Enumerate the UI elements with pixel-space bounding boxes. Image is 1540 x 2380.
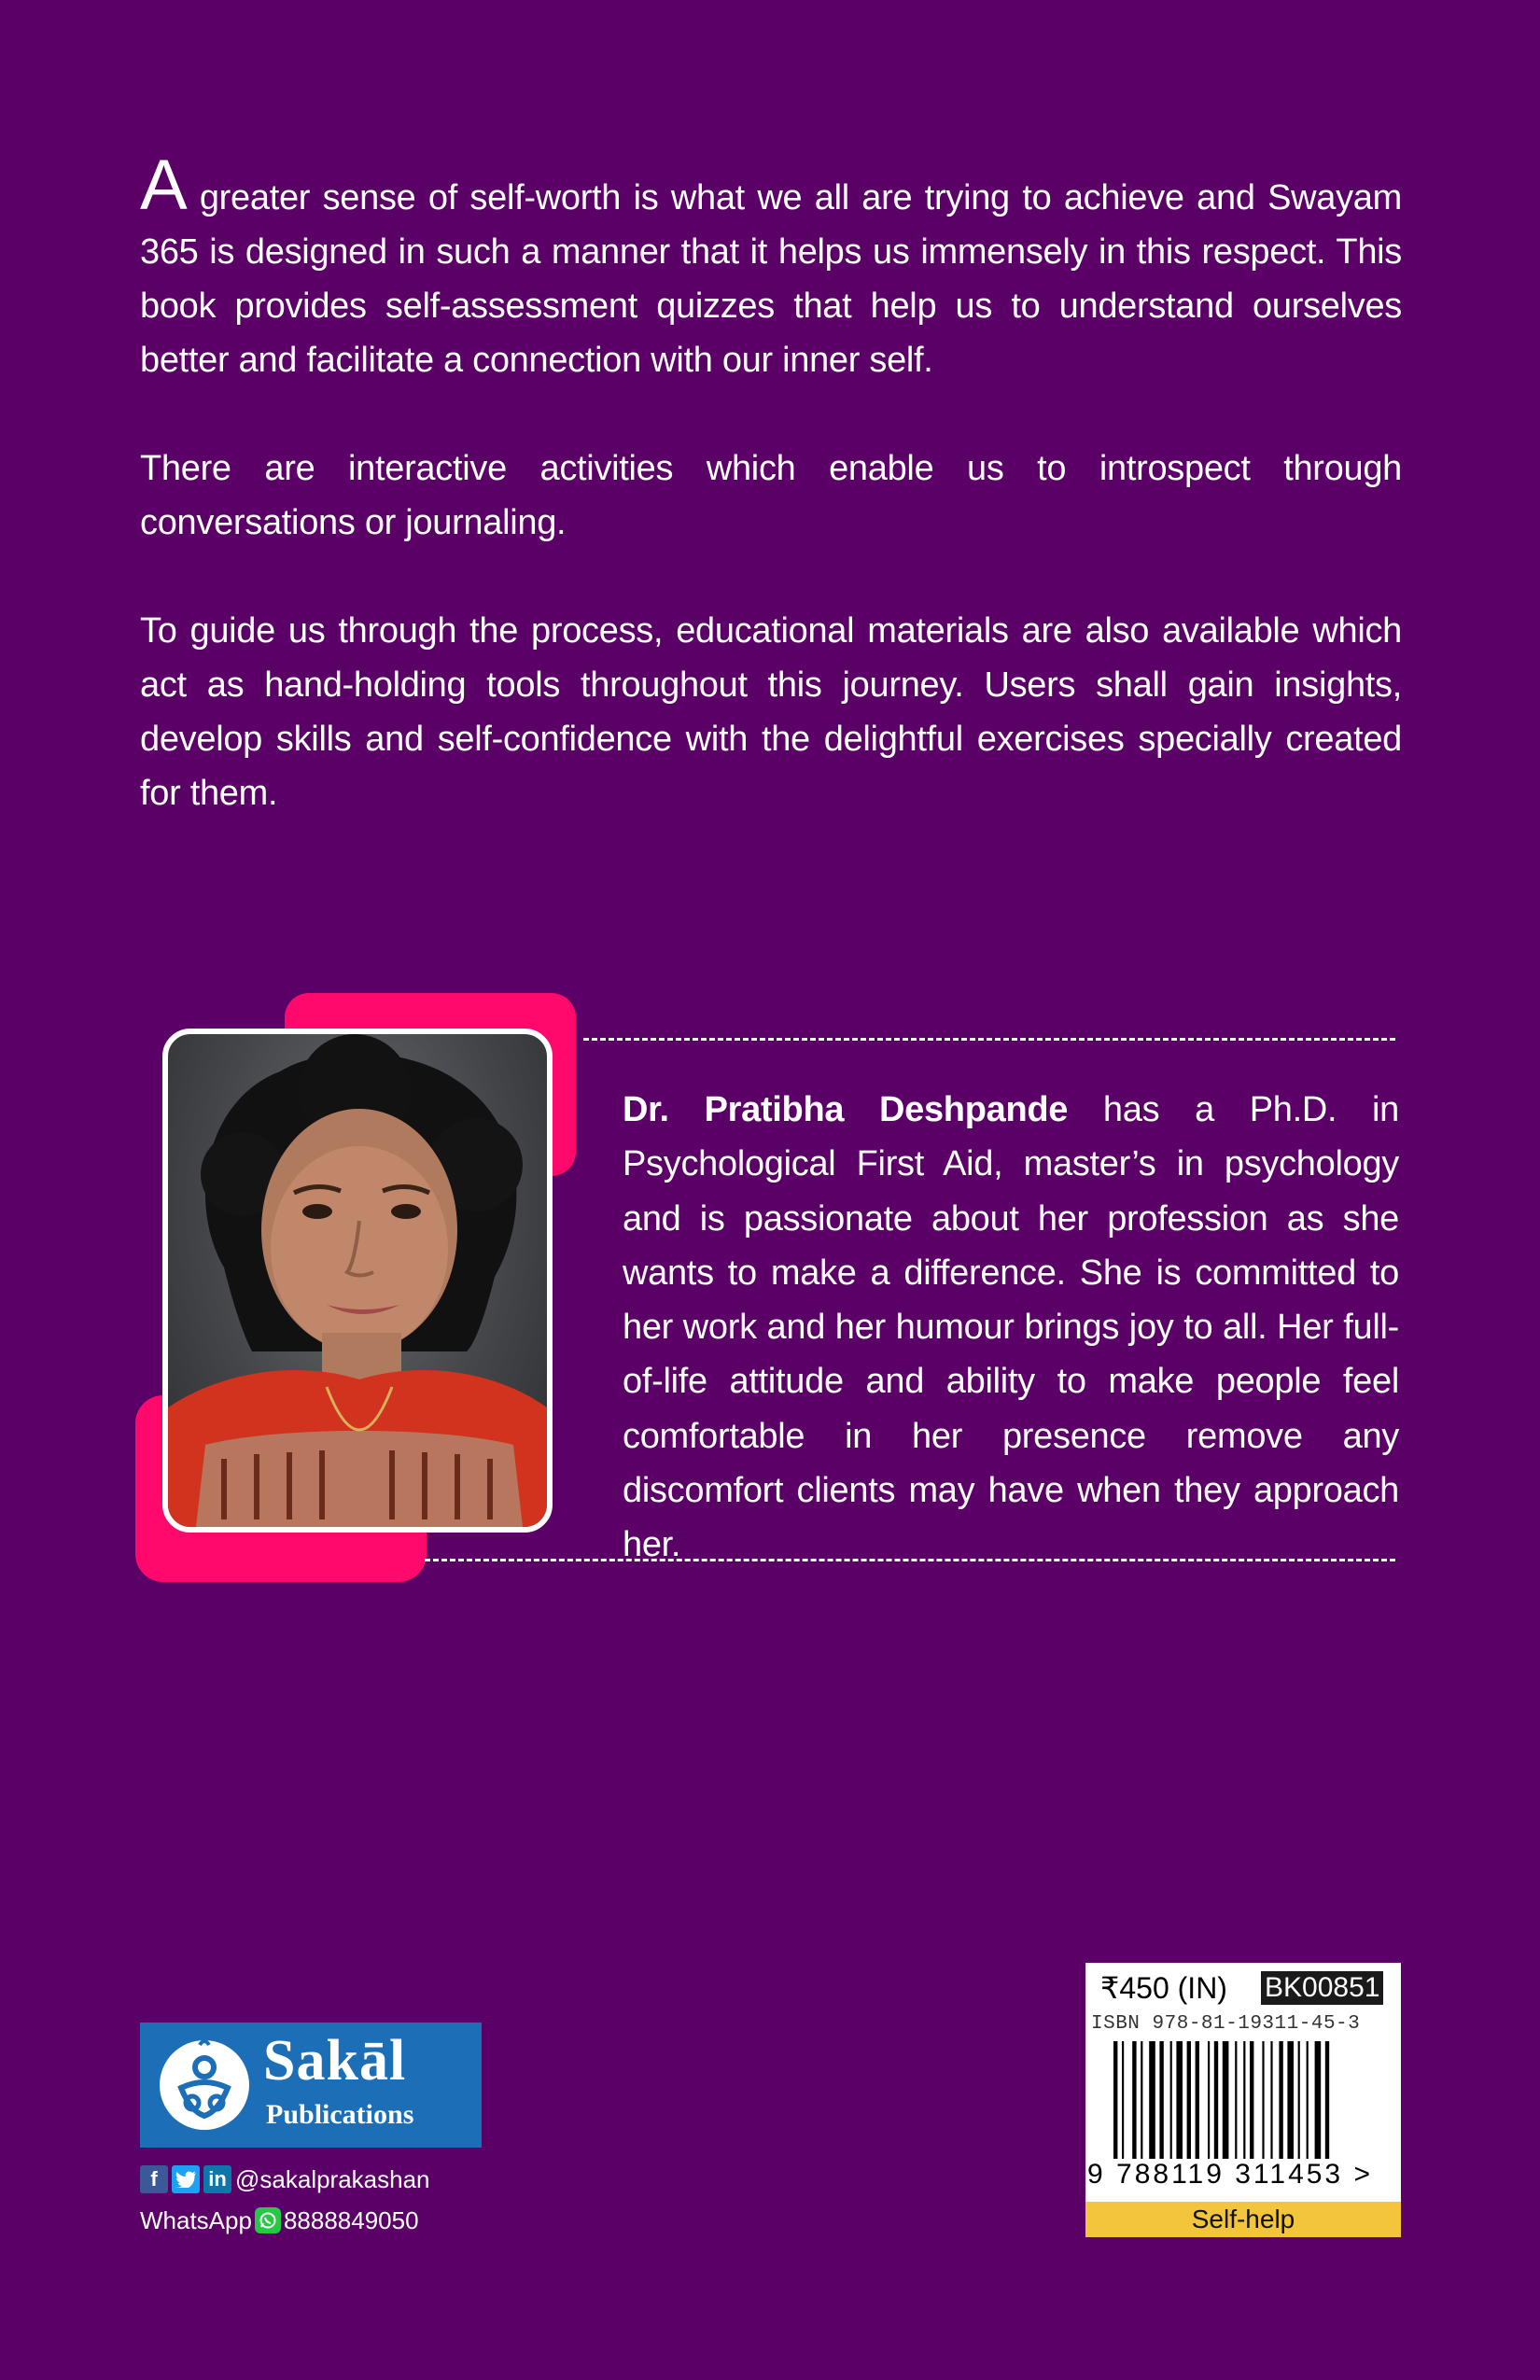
drop-cap: A bbox=[140, 146, 188, 225]
whatsapp-label: WhatsApp bbox=[140, 2205, 252, 2234]
book-code: BK00851 bbox=[1261, 1971, 1383, 2005]
whatsapp-icon bbox=[255, 2207, 281, 2233]
author-name: Dr. Pratibha Deshpande bbox=[623, 1090, 1069, 1129]
blurb-paragraph-3: To guide us through the process, educational materials are also available which act as hand-holding tools throughout this journey. Users shall gain insights, develop skills and self-confidence with the delightful exercises specially created for them. bbox=[140, 611, 1402, 813]
author-section bbox=[135, 989, 1405, 1587]
dashed-divider-top bbox=[583, 1038, 1395, 1041]
author-portrait-illustration bbox=[168, 1034, 547, 1527]
author-bio-text: has a Ph.D. in Psychological First Aid, master’s in psychology and is passionate about her profession as she wants to make a difference. She is committed to her work and her humour brings joy to all. Her full-of-life attitude and ability to make people feel comfortable in her presence remove any discomfort clients may have when they approach her. bbox=[623, 1090, 1400, 1565]
blurb-paragraph-2: There are interactive activities which enable us to introspect through conversations or journaling. bbox=[140, 449, 1402, 542]
author-bio bbox=[623, 1083, 1399, 1573]
back-cover-blurb bbox=[140, 146, 1402, 875]
twitter-icon[interactable] bbox=[172, 2165, 200, 2193]
publisher-logo bbox=[140, 2023, 482, 2148]
isbn-text: ISBN 978-81-19311-45-3 bbox=[1091, 2013, 1361, 2035]
price-label: ₹450 (IN) bbox=[1100, 1971, 1227, 2005]
author-photo bbox=[162, 1029, 553, 1533]
whatsapp-contact bbox=[140, 2205, 419, 2236]
linkedin-icon[interactable]: in bbox=[203, 2165, 231, 2193]
blurb-paragraph-1-text: greater sense of self-worth is what we all are trying to achieve and Swayam 365 is designed in such a manner that it helps us immensely in this respect. This book provides self-assessment quizzes that help us to understand ourselves better and facilitate a connection with our inner self. bbox=[140, 178, 1402, 380]
logo-subtitle: Publications bbox=[266, 2099, 414, 2130]
logo-wordmark: Sakāl bbox=[263, 2029, 407, 2093]
whatsapp-number[interactable]: 8888849050 bbox=[283, 2205, 419, 2234]
barcode-number: 9 788119 311453 > bbox=[1087, 2159, 1373, 2190]
barcode-panel bbox=[1085, 1963, 1401, 2237]
facebook-icon[interactable]: f bbox=[140, 2165, 168, 2193]
social-handle[interactable]: @sakalprakashan bbox=[235, 2164, 430, 2193]
social-links bbox=[140, 2163, 430, 2195]
category-label: Self-help bbox=[1085, 2202, 1401, 2237]
blurb-paragraph-1 bbox=[140, 146, 1402, 387]
sakal-emblem-icon bbox=[153, 2023, 265, 2148]
